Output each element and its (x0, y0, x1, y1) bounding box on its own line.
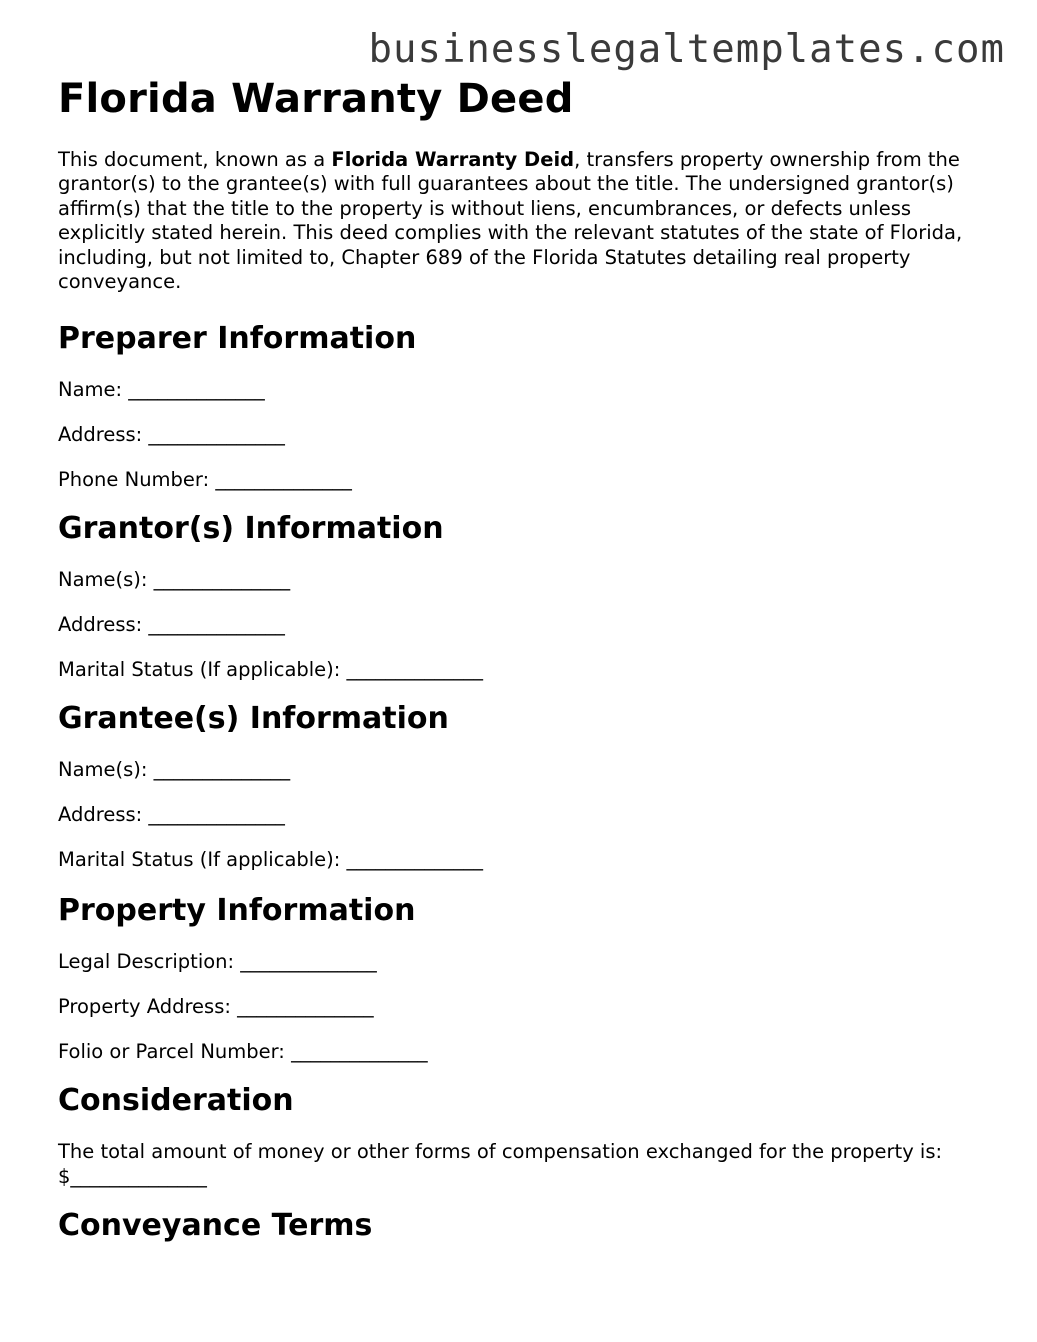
property-address-field[interactable]: Property Address: ______________ (58, 995, 374, 1019)
preparer-heading: Preparer Information (58, 321, 417, 357)
consideration-text[interactable]: The total amount of money or other forms of compensation exchanged for the property is: $______________ (58, 1140, 943, 1188)
grantor-marital-field[interactable]: Marital Status (If applicable): ______________ (58, 658, 484, 682)
folio-parcel-field[interactable]: Folio or Parcel Number: ______________ (58, 1040, 428, 1064)
consideration-heading: Consideration (58, 1083, 294, 1119)
grantee-marital-field[interactable]: Marital Status (If applicable): ______________ (58, 848, 484, 872)
preparer-name-field[interactable]: Name: ______________ (58, 378, 265, 402)
preparer-phone-field[interactable]: Phone Number: ______________ (58, 468, 352, 492)
intro-text-end: , transfers property ownership from the grantor(s) to the grantee(s) with full guarantees about the title. The undersigned grantor(s) affirm(s) that the title to the property is without liens, encumbrances, or defects unless explicitly stated herein. This deed complies with the relevant statutes of the state of Florida, including, but not limited to, Chapter 689 of the Florida Statutes detailing real property conveyance. (58, 148, 963, 294)
document-body (58, 76, 988, 1244)
site-watermark: businesslegaltemplates.com (368, 27, 1005, 72)
grantee-names-field[interactable]: Name(s): ______________ (58, 758, 291, 782)
legal-description-field[interactable]: Legal Description: ______________ (58, 950, 377, 974)
grantee-address-field[interactable]: Address: ______________ (58, 803, 285, 827)
conveyance-heading: Conveyance Terms (58, 1208, 373, 1244)
grantor-address-field[interactable]: Address: ______________ (58, 613, 285, 637)
preparer-address-field[interactable]: Address: ______________ (58, 423, 285, 447)
grantor-names-field[interactable]: Name(s): ______________ (58, 568, 291, 592)
document-title: Florida Warranty Deed (58, 76, 574, 122)
property-heading: Property Information (58, 893, 416, 929)
intro-text-start: This document, known as a (58, 148, 332, 171)
grantor-heading: Grantor(s) Information (58, 511, 444, 547)
intro-bold-term: Florida Warranty Deid (331, 148, 575, 171)
grantee-heading: Grantee(s) Information (58, 701, 449, 737)
intro-paragraph (58, 148, 988, 294)
